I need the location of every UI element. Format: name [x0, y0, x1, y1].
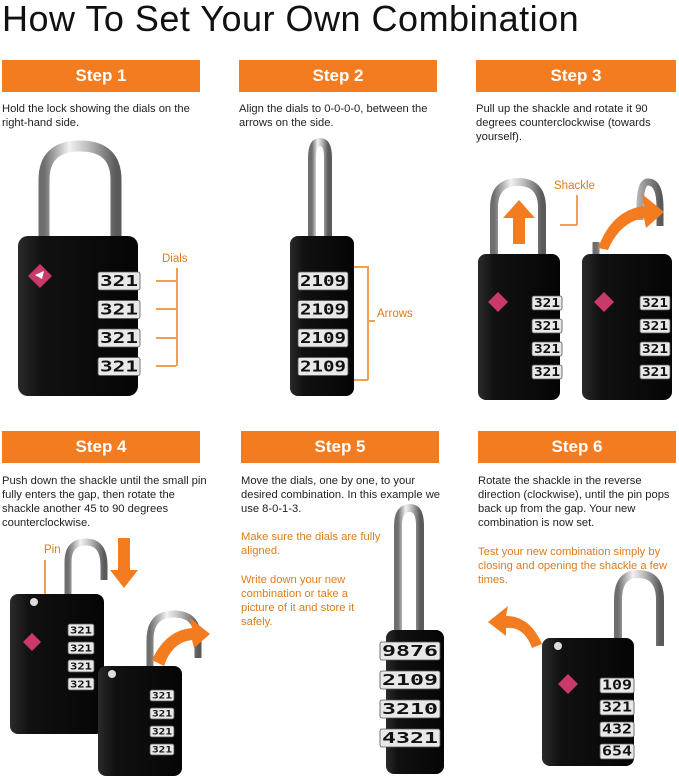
dial-digits: 321 [642, 295, 668, 310]
step-5-note-write: Write down your new combination or take a picture of it and store it safely. [241, 574, 355, 628]
dial-digits: 321 [70, 679, 92, 691]
up-arrow-icon [499, 196, 539, 246]
arrows-callout-label: Arrows [377, 308, 413, 320]
step-6-text: Rotate the shackle in the reverse direction (clockwise), until the pin pops back up from the gap. Your new combination is now set. [478, 475, 670, 529]
dial-digits: 321 [70, 643, 92, 655]
curved-arrow-icon-2 [148, 614, 218, 674]
dial-digits: 321 [152, 709, 172, 720]
dial-digits: 321 [70, 661, 92, 673]
dials-bracket-tick-2 [156, 308, 176, 310]
step-6-note-test: Test your new combination simply by closing and opening the shackle a few times. [478, 546, 668, 586]
dial-digits: 2109 [300, 300, 346, 319]
dial-digits: 3210 [382, 700, 438, 719]
step-6-lock [538, 566, 678, 766]
dials-bracket-tick-3 [156, 337, 176, 339]
down-arrow-icon [110, 534, 140, 594]
dials-callout-label: Dials [162, 253, 188, 265]
dials-bracket-tick-1 [156, 280, 176, 282]
curved-arrow-icon-3 [486, 604, 546, 654]
dial-digits: 109 [602, 678, 632, 694]
dial-digits: 321 [534, 364, 560, 379]
step-1-text: Hold the lock showing the dials on the right-hand side. [2, 103, 190, 129]
step-2-lock [282, 132, 382, 402]
dial-digits: 432 [602, 722, 632, 738]
dial-digits: 321 [152, 691, 172, 702]
step-2-banner: Step 2 [239, 60, 437, 92]
page-title: How To Set Your Own Combination [2, 0, 580, 39]
dial-digits: 321 [642, 364, 668, 379]
dial-digits: 321 [642, 318, 668, 333]
dial-digits: 321 [100, 272, 138, 291]
curved-arrow-icon [592, 188, 672, 258]
step-3-text: Pull up the shackle and rotate it 90 degrees counterclockwise (towards yourself). [476, 103, 651, 143]
dial-digits: 321 [534, 318, 560, 333]
dial-digits: 321 [100, 300, 138, 319]
pin-callout-label: Pin [44, 544, 61, 556]
dial-digits: 321 [152, 727, 172, 738]
dial-digits: 9876 [382, 642, 438, 661]
step-5-banner: Step 5 [241, 431, 439, 463]
step-5-lock [378, 504, 468, 774]
shackle-callout-label: Shackle [554, 180, 595, 192]
dial-digits: 2109 [300, 357, 346, 376]
step-5-text: Move the dials, one by one, to your desired combination. In this example we use 8-0-1-3. [241, 475, 440, 515]
dial-digits: 321 [70, 625, 92, 637]
dial-digits: 2109 [300, 272, 346, 291]
dial-digits: 4321 [382, 729, 438, 748]
dial-digits: 2109 [300, 329, 346, 348]
dial-digits: 321 [534, 341, 560, 356]
step-1-banner: Step 1 [2, 60, 200, 92]
step-4-banner: Step 4 [2, 431, 200, 463]
dial-digits: 321 [100, 357, 138, 376]
dial-digits: 321 [152, 745, 172, 756]
step-1-lock [10, 140, 150, 400]
dial-digits: 321 [642, 341, 668, 356]
step-4-text: Push down the shackle until the small pin fully enters the gap, then rotate the shackle another 45 to 90 degrees counterclockwise. [2, 475, 207, 529]
dial-digits: 321 [100, 329, 138, 348]
step-2-text: Align the dials to 0-0-0-0, between the arrows on the side. [239, 103, 428, 129]
step-6-banner: Step 6 [478, 431, 676, 463]
dials-bracket-vertical [176, 268, 178, 366]
dial-digits: 654 [602, 744, 633, 760]
step-5-note-align: Make sure the dials are fully aligned. [241, 531, 381, 557]
dial-digits: 2109 [382, 671, 438, 690]
dial-digits: 321 [534, 295, 560, 310]
step-3-banner: Step 3 [476, 60, 676, 92]
dials-bracket-tick-4 [156, 365, 176, 367]
dial-digits: 321 [602, 700, 633, 716]
